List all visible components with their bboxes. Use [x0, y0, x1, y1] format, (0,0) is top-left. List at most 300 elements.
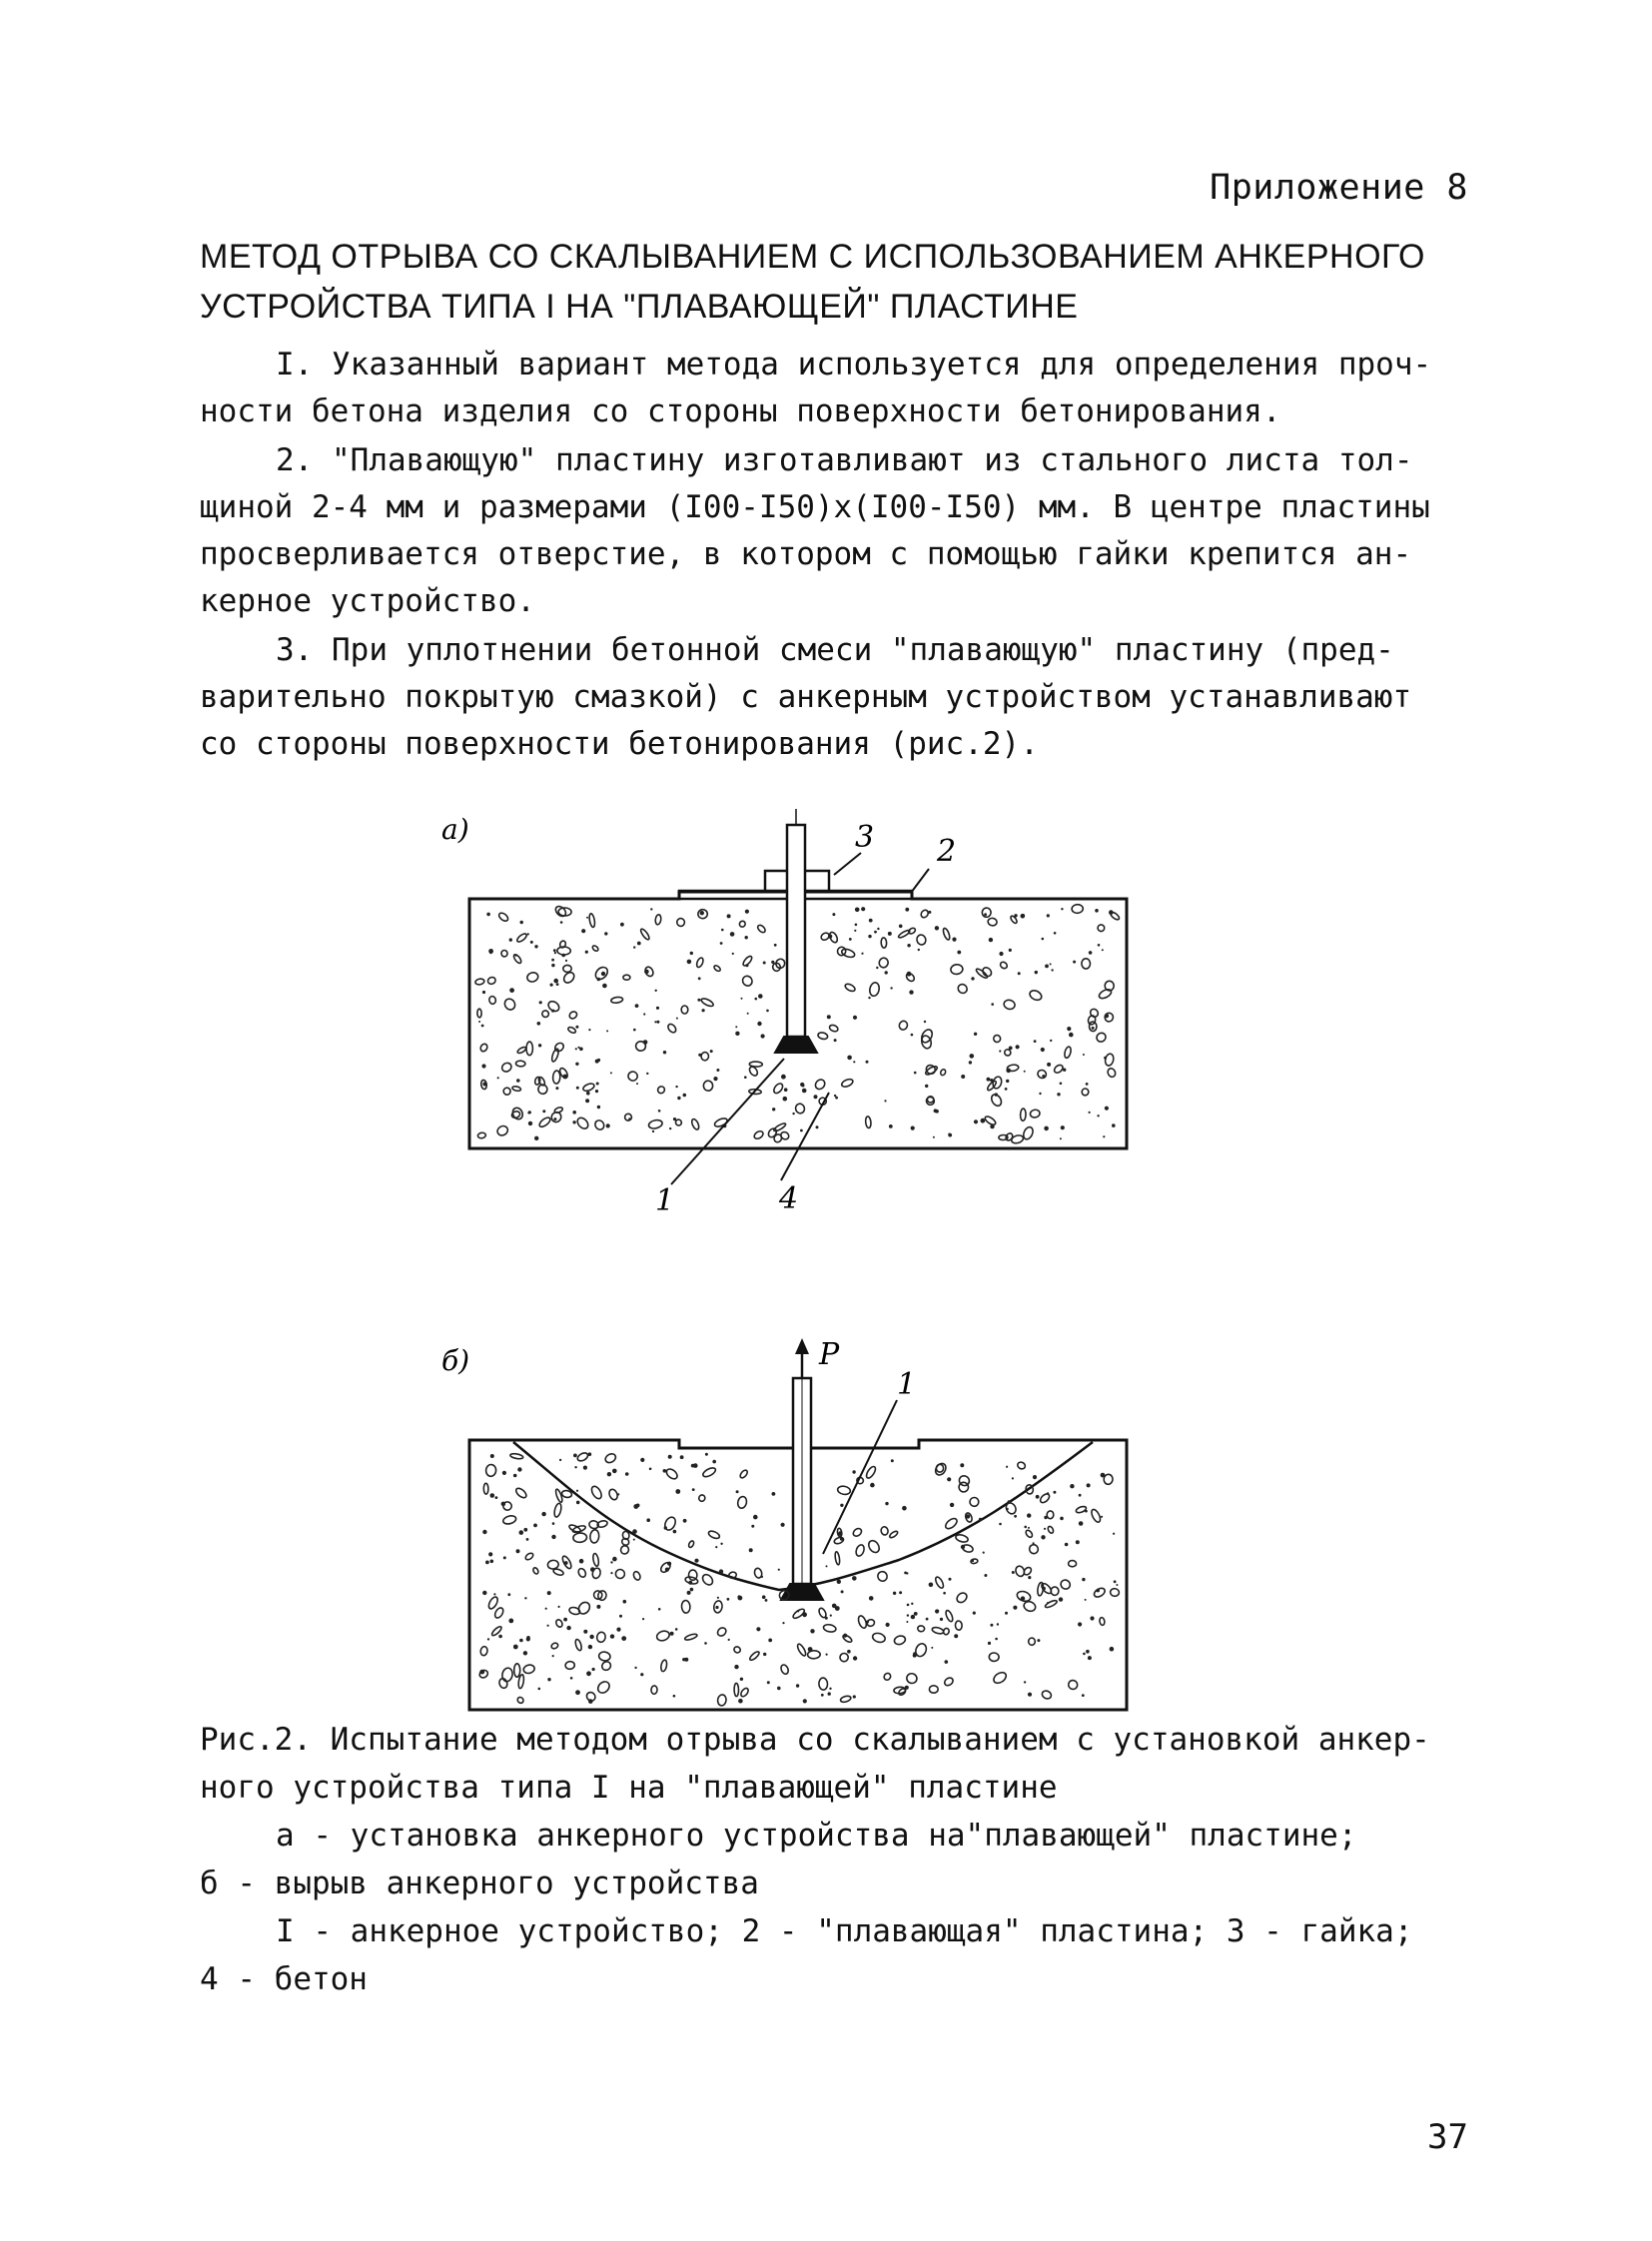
aggregate-particle — [487, 1638, 489, 1640]
aggregate-particle — [988, 918, 998, 927]
aggregate-particle — [488, 1552, 492, 1556]
aggregate-particle — [926, 1618, 929, 1621]
aggregate-particle — [538, 1688, 541, 1691]
aggregate-particle — [586, 1671, 591, 1676]
aggregate-particle — [1087, 1483, 1091, 1487]
aggregate-particle — [655, 914, 662, 925]
aggregate-particle — [644, 966, 655, 978]
aggregate-particle — [1093, 1587, 1107, 1599]
aggregate-particle — [573, 1454, 577, 1458]
aggregate-particle — [730, 932, 735, 937]
aggregate-particle — [838, 1652, 849, 1663]
aggregate-particle — [639, 928, 650, 941]
aggregate-particle — [489, 952, 492, 955]
aggregate-particle — [925, 1085, 928, 1088]
aggregate-particle — [485, 1464, 496, 1477]
aggregate-particle — [538, 1116, 552, 1128]
aggregate-particle — [720, 1543, 722, 1545]
aggregate-particle — [680, 1455, 684, 1459]
aggregate-particle — [567, 1026, 576, 1034]
figure-a-diagram — [429, 809, 1159, 1228]
aggregate-particle — [826, 1565, 828, 1567]
aggregate-particle — [1041, 1048, 1045, 1052]
aggregate-particle — [665, 1467, 679, 1481]
aggregate-particle — [514, 1664, 520, 1677]
aggregate-particle — [739, 1469, 749, 1479]
aggregate-particle — [596, 1605, 600, 1609]
aggregate-particle — [681, 1600, 690, 1613]
aggregate-particle — [1092, 1027, 1095, 1030]
aggregate-particle — [968, 1496, 980, 1508]
aggregate-particle — [481, 1025, 484, 1028]
aggregate-particle — [837, 1580, 841, 1584]
aggregate-particle — [855, 1544, 866, 1557]
aggregate-particle — [692, 1488, 695, 1491]
aggregate-particle — [916, 934, 927, 946]
aggregate-particle — [539, 1001, 542, 1004]
aggregate-particle — [869, 919, 873, 923]
aggregate-particle — [1028, 989, 1043, 1002]
aggregate-particle — [607, 1488, 618, 1501]
aggregate-particle — [1044, 1126, 1049, 1131]
aggregate-particle — [952, 938, 956, 942]
aggregate-particle — [493, 1593, 495, 1595]
aggregate-particle — [561, 954, 565, 958]
aggregate-particle — [888, 932, 892, 936]
aggregate-particle — [687, 1591, 691, 1595]
aggregate-particle — [553, 1503, 562, 1518]
aggregate-particle — [552, 1010, 555, 1013]
aggregate-particle — [868, 935, 871, 938]
aggregate-particle — [586, 1092, 590, 1096]
aggregate-particle — [719, 1569, 723, 1573]
aggregate-particle — [612, 1557, 617, 1562]
aggregate-particle — [973, 1612, 976, 1615]
aggregate-particle — [474, 978, 484, 985]
aggregate-particle — [792, 1113, 794, 1115]
aggregate-particle — [907, 1604, 910, 1607]
aggregate-particle — [768, 1639, 772, 1643]
aggregate-particle — [479, 1670, 484, 1675]
aggregate-particle — [716, 1069, 719, 1072]
aggregate-particle — [904, 1572, 907, 1575]
aggregate-particle — [538, 1044, 541, 1047]
aggregate-particle — [756, 1627, 760, 1631]
aggregate-particle — [527, 1112, 529, 1114]
aggregate-particle — [610, 1634, 614, 1638]
aggregate-particle — [772, 1492, 776, 1496]
aggregate-particle — [1016, 1045, 1020, 1049]
aggregate-particle — [1064, 1046, 1072, 1059]
figure-b-diagram — [429, 1338, 1159, 1728]
aggregate-particle — [524, 1597, 526, 1599]
aggregate-particle — [733, 1646, 742, 1654]
aggregate-particle — [588, 1029, 590, 1031]
aggregate-particle — [1104, 1013, 1114, 1023]
aggregate-particle — [701, 1052, 709, 1061]
aggregate-particle — [1067, 1027, 1071, 1031]
aggregate-particle — [522, 1664, 535, 1674]
aggregate-particle — [833, 1536, 844, 1545]
aggregate-particle — [715, 1546, 717, 1548]
aggregate-particle — [1043, 1587, 1046, 1590]
aggregate-particle — [911, 1603, 913, 1605]
aggregate-particle — [948, 1133, 950, 1135]
aggregate-particle — [1104, 1057, 1107, 1060]
aggregate-particle — [523, 1528, 527, 1532]
aggregate-particle — [617, 1493, 619, 1495]
body-text — [200, 342, 1470, 770]
aggregate-particle — [878, 957, 888, 968]
aggregate-particle — [712, 1460, 716, 1464]
aggregate-particle — [727, 1598, 730, 1601]
aggregate-particle — [1037, 1069, 1048, 1080]
aggregate-particle — [728, 1639, 730, 1641]
aggregate-particle — [899, 1591, 902, 1594]
aggregate-particle — [979, 1518, 983, 1522]
aggregate-particle — [604, 932, 607, 935]
aggregate-particle — [516, 1549, 520, 1553]
aggregate-particle — [604, 1452, 617, 1464]
anchor-head — [775, 1037, 817, 1053]
aggregate-particle — [595, 1090, 598, 1093]
aggregate-particle — [588, 1699, 593, 1704]
aggregate-particle — [488, 996, 496, 1005]
aggregate-particle — [495, 1124, 509, 1137]
aggregate-particle — [1097, 924, 1106, 933]
aggregate-particle — [676, 1018, 678, 1020]
aggregate-particle — [633, 1029, 636, 1032]
aggregate-particle — [570, 1677, 573, 1680]
aggregate-particle — [654, 1021, 656, 1023]
aggregate-particle — [597, 1059, 600, 1062]
aggregate-particle — [802, 1085, 805, 1088]
aggregate-particle — [808, 1647, 813, 1652]
aggregate-particle — [767, 1681, 770, 1684]
aggregate-particle — [841, 1078, 854, 1089]
aggregate-particle — [1072, 904, 1084, 913]
aggregate-particle — [1089, 951, 1093, 955]
aggregate-particle — [684, 1633, 698, 1641]
appendix-label: Приложение 8 — [1210, 168, 1468, 208]
aggregate-particle — [663, 1469, 667, 1473]
aggregate-particle — [713, 1077, 717, 1081]
aggregate-particle — [1089, 1112, 1091, 1114]
aggregate-particle — [734, 1665, 738, 1669]
aggregate-particle — [507, 1593, 510, 1596]
aggregate-particle — [519, 1639, 523, 1643]
aggregate-particle — [717, 1694, 727, 1706]
aggregate-particle — [971, 977, 974, 980]
aggregate-particle — [1014, 1515, 1017, 1518]
paragraph-2 — [200, 437, 1470, 625]
aggregate-particle — [1096, 1589, 1100, 1593]
aggregate-particle — [1037, 1639, 1040, 1642]
aggregate-particle — [1053, 1491, 1056, 1494]
aggregate-particle — [784, 1088, 788, 1092]
aggregate-particle — [814, 1078, 827, 1091]
aggregate-particle — [840, 1695, 852, 1703]
aggregate-particle — [558, 1606, 560, 1608]
figure-a-label: а) — [441, 813, 469, 846]
aggregate-particle — [740, 1678, 743, 1681]
aggregate-particle — [955, 1621, 962, 1631]
aggregate-particle — [590, 1567, 595, 1572]
aggregate-particle — [744, 1076, 747, 1079]
aggregate-particle — [583, 1466, 587, 1470]
aggregate-particle — [1005, 1088, 1008, 1091]
aggregate-particle — [485, 1561, 489, 1565]
aggregate-particle — [843, 1634, 847, 1638]
aggregate-particle — [1054, 932, 1057, 935]
aggregate-particle — [855, 908, 860, 913]
aggregate-particle — [1050, 963, 1052, 965]
aggregate-particle — [866, 1061, 869, 1064]
aggregate-particle — [766, 1010, 769, 1013]
aggregate-particle — [1076, 1540, 1080, 1544]
caption-line: Рис.2. Испытание методом отрыва со скалыванием с установкой анкер- — [200, 1722, 1430, 1758]
aggregate-particle — [890, 987, 892, 989]
aggregate-particle — [598, 1651, 611, 1661]
aggregate-particle — [490, 1493, 495, 1498]
aggregate-particle — [698, 1494, 706, 1502]
aggregate-particle — [572, 1111, 576, 1115]
aggregate-particle — [1027, 1513, 1031, 1517]
aggregate-particle — [1059, 1578, 1072, 1591]
aggregate-particle — [868, 997, 870, 999]
aggregate-particle — [970, 1054, 975, 1059]
aggregate-particle — [591, 945, 599, 952]
aggregate-particle — [1113, 1533, 1115, 1535]
aggregate-particle — [852, 1576, 857, 1581]
aggregate-particle — [516, 1079, 520, 1083]
aggregate-particle — [636, 1083, 638, 1085]
aggregate-particle — [1110, 1588, 1120, 1597]
aggregate-particle — [751, 1525, 754, 1528]
aggregate-particle — [1070, 1484, 1074, 1488]
aggregate-particle — [553, 979, 558, 984]
aggregate-particle — [852, 1470, 855, 1473]
aggregate-particle — [945, 1610, 954, 1623]
callout-4: 4 — [779, 1181, 799, 1216]
aggregate-particle — [656, 1085, 666, 1095]
aggregate-particle — [514, 1487, 528, 1500]
aggregate-particle — [675, 1086, 677, 1088]
aggregate-particle — [585, 951, 588, 954]
aggregate-particle — [720, 942, 723, 945]
aggregate-particle — [756, 924, 766, 934]
aggregate-particle — [698, 977, 701, 980]
aggregate-particle — [909, 990, 913, 994]
aggregate-particle — [552, 1522, 555, 1525]
aggregate-particle — [911, 1615, 915, 1619]
caption-line: ного устройства типа I на "плавающей" пластине — [200, 1770, 1058, 1806]
aggregate-particle — [1079, 1521, 1084, 1526]
aggregate-particle — [1061, 908, 1063, 910]
aggregate-particle — [738, 1699, 743, 1704]
aggregate-particle — [961, 1075, 965, 1079]
aggregate-particle — [503, 1556, 506, 1559]
aggregate-particle — [907, 1614, 909, 1616]
aggregate-particle — [1047, 1511, 1054, 1519]
aggregate-particle — [746, 964, 749, 967]
aggregate-particle — [800, 1129, 803, 1132]
aggregate-particle — [957, 951, 961, 955]
aggregate-particle — [1020, 1109, 1026, 1120]
section-heading — [200, 232, 1478, 332]
aggregate-particle — [643, 1013, 645, 1015]
aggregate-particle — [816, 1125, 819, 1128]
aggregate-particle — [889, 1530, 899, 1539]
paragraph-line: щиной 2-4 мм и размерами (I00-I50)x(I00-I50) мм. В центре пластины — [200, 489, 1430, 525]
aggregate-particle — [497, 1077, 499, 1079]
aggregate-particle — [596, 1083, 599, 1086]
aggregate-particle — [991, 1003, 994, 1006]
aggregate-particle — [765, 1599, 768, 1602]
aggregate-particle — [576, 1451, 589, 1462]
aggregate-particle — [832, 1604, 837, 1609]
aggregate-particle — [876, 967, 878, 969]
aggregate-particle — [1086, 1650, 1090, 1654]
aggregate-particle — [914, 1072, 917, 1075]
aggregate-particle — [982, 908, 992, 918]
aggregate-particle — [1095, 1031, 1108, 1043]
aggregate-particle — [876, 1570, 889, 1583]
heading-line-2: УСТРОЙСТВА ТИПА I НА "ПЛАВАЮЩЕЙ" ПЛАСТИНЕ — [200, 288, 1079, 326]
aggregate-particle — [552, 1655, 554, 1657]
aggregate-particle — [735, 1026, 737, 1028]
aggregate-particle — [847, 1056, 852, 1061]
aggregate-particle — [1086, 1083, 1089, 1086]
aggregate-particle — [796, 1643, 807, 1657]
aggregate-particle — [902, 1506, 907, 1511]
aggregate-particle — [832, 913, 835, 916]
aggregate-particle — [992, 1670, 1008, 1685]
aggregate-particle — [1069, 1561, 1077, 1567]
caption-line: I - анкерное устройство; 2 - "плавающая" пластина; 3 - гайка; — [276, 1913, 1413, 1949]
callout-3: 3 — [855, 820, 875, 855]
aggregate-particle — [681, 1006, 688, 1014]
aggregate-particle — [761, 1034, 765, 1038]
aggregate-particle — [821, 1694, 824, 1697]
aggregate-particle — [987, 1078, 991, 1082]
aggregate-particle — [907, 944, 910, 947]
aggregate-particle — [1044, 1516, 1047, 1519]
aggregate-particle — [999, 1523, 1002, 1526]
aggregate-particle — [763, 962, 766, 965]
aggregate-particle — [563, 1618, 567, 1622]
aggregate-particle — [533, 1524, 537, 1528]
aggregate-particle — [727, 914, 731, 918]
aggregate-particle — [956, 983, 969, 996]
aggregate-particle — [885, 971, 888, 974]
aggregate-particle — [563, 965, 572, 972]
aggregate-particle — [701, 1466, 716, 1478]
figure-b-label: б) — [441, 1344, 470, 1377]
aggregate-particle — [757, 1022, 761, 1026]
aggregate-particle — [1025, 1529, 1034, 1538]
aggregate-particle — [547, 1678, 550, 1681]
aggregate-particle — [575, 1026, 578, 1029]
aggregate-particle — [924, 1021, 926, 1023]
aggregate-particle — [576, 1501, 580, 1505]
aggregate-particle — [707, 1530, 720, 1540]
aggregate-particle — [1082, 959, 1091, 969]
leader-line-2 — [911, 869, 929, 893]
aggregate-particle — [1090, 1508, 1102, 1523]
aggregate-particle — [1053, 1064, 1064, 1075]
aggregate-particle — [1090, 1616, 1094, 1620]
aggregate-particle — [551, 1535, 555, 1539]
aggregate-particle — [710, 1050, 713, 1053]
aggregate-particle — [651, 1686, 657, 1695]
aggregate-particle — [619, 1545, 629, 1556]
aggregate-particle — [1009, 949, 1012, 952]
aggregate-particle — [1039, 1093, 1041, 1095]
aggregate-particle — [990, 1624, 993, 1627]
aggregate-particle — [486, 976, 496, 985]
aggregate-particle — [501, 1502, 506, 1507]
paragraph-1 — [200, 342, 1470, 435]
aggregate-particle — [969, 1061, 972, 1064]
aggregate-particle — [1024, 1071, 1026, 1073]
aggregate-particle — [1021, 914, 1026, 919]
aggregate-particle — [592, 1553, 599, 1567]
aggregate-particle — [602, 984, 607, 989]
aggregate-particle — [592, 1668, 595, 1671]
aggregate-particle — [736, 1490, 739, 1493]
aggregate-particle — [745, 910, 749, 914]
aggregate-particle — [758, 994, 763, 999]
aggregate-particle — [610, 997, 622, 1004]
aggregate-particle — [745, 936, 748, 939]
aggregate-particle — [999, 952, 1003, 956]
aggregate-particle — [1047, 1063, 1051, 1067]
aggregate-particle — [625, 1472, 629, 1476]
aggregate-particle — [658, 1110, 661, 1113]
aggregate-particle — [870, 1483, 875, 1488]
aggregate-particle — [555, 1619, 564, 1629]
aggregate-particle — [717, 1597, 719, 1599]
aggregate-particle — [481, 1064, 485, 1068]
aggregate-particle — [513, 1474, 517, 1478]
aggregate-particle — [606, 1030, 608, 1032]
aggregate-particle — [840, 1504, 843, 1507]
aggregate-particle — [526, 1637, 530, 1641]
aggregate-particle — [669, 1127, 671, 1129]
aggregate-particle — [552, 1568, 564, 1576]
aggregate-particle — [796, 1684, 799, 1687]
aggregate-particle — [906, 1621, 908, 1623]
aggregate-particle — [741, 974, 754, 987]
aggregate-particle — [721, 929, 724, 932]
aggregate-particle — [612, 1469, 617, 1474]
aggregate-particle — [541, 1010, 550, 1019]
aggregate-particle — [1083, 1653, 1086, 1656]
aggregate-particle — [690, 1588, 694, 1592]
aggregate-particle — [483, 1483, 488, 1494]
aggregate-particle — [866, 1621, 869, 1624]
aggregate-particle — [684, 1658, 688, 1662]
aggregate-particle — [1059, 1597, 1063, 1601]
aggregate-particle — [675, 1489, 680, 1494]
aggregate-particle — [673, 1530, 677, 1534]
aggregate-particle — [792, 1608, 806, 1620]
aggregate-particle — [1083, 1054, 1085, 1056]
aggregate-particle — [575, 1063, 578, 1066]
heading-line-1: МЕТОД ОТРЫВА СО СКАЛЫВАНИЕМ С ИСПОЛЬЗОВАНИЕМ АНКЕРНОГО — [200, 238, 1425, 276]
aggregate-particle — [852, 1527, 863, 1538]
